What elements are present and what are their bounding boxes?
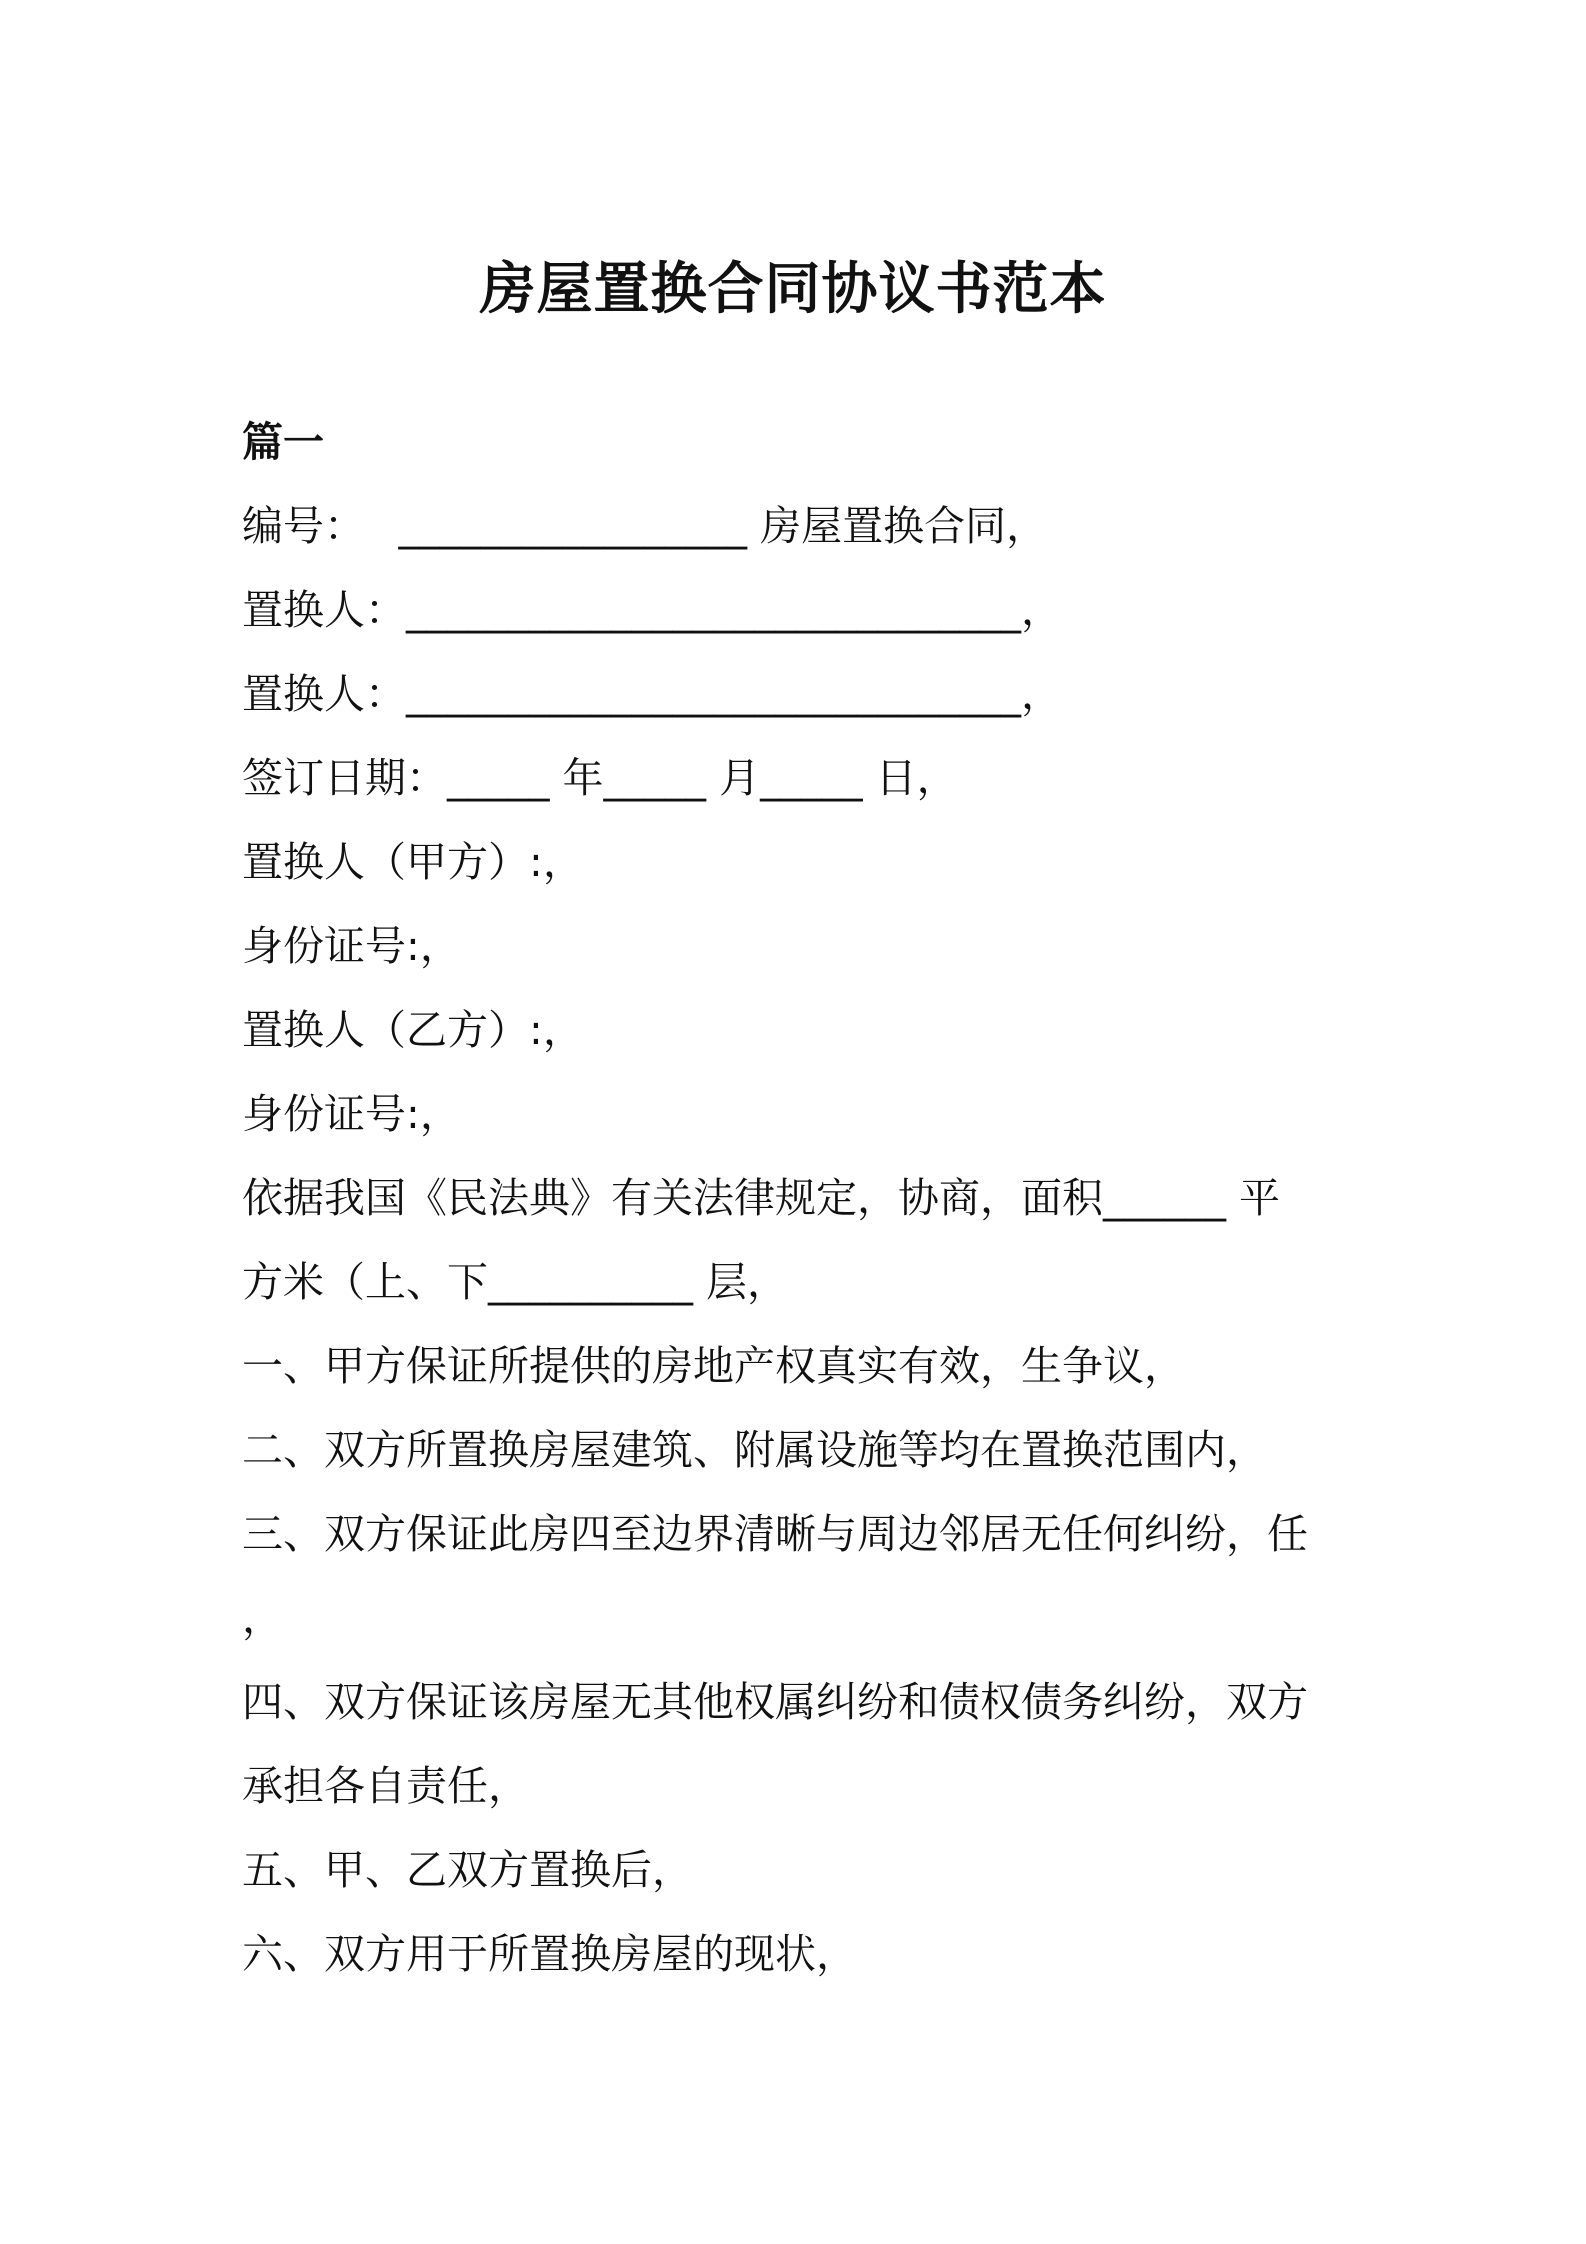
- clause-4-line-2: 承担各自责任，: [242, 1762, 529, 1810]
- clause-1: 一、甲方保证所提供的房地产权真实有效，生争议，: [242, 1342, 1185, 1390]
- party-a-line: 置换人（甲方）:，: [242, 838, 584, 886]
- clause-4-line-1: 四、双方保证该房屋无其他权属纠纷和债权债务纠纷，双方: [242, 1678, 1308, 1726]
- party-line-1: 置换人：______________________________，: [242, 586, 1062, 634]
- clause-6: 六、双方用于所置换房屋的现状，: [242, 1930, 857, 1978]
- party-a-id-line: 身份证号:，: [242, 922, 461, 970]
- party-line-2: 置换人：______________________________，: [242, 670, 1062, 718]
- signing-date-line: 签订日期：_____ 年_____ 月_____ 日，: [242, 754, 958, 802]
- clause-5: 五、甲、乙双方置换后，: [242, 1846, 693, 1894]
- basis-line-2: 方米（上、下__________ 层，: [242, 1258, 789, 1306]
- party-b-line: 置换人（乙方）:，: [242, 1006, 584, 1054]
- clause-3-line-2: ，: [242, 1594, 283, 1642]
- section-label: 篇一: [242, 418, 324, 466]
- basis-line-1: 依据我国《民法典》有关法律规定，协商，面积______ 平: [242, 1174, 1281, 1222]
- contract-number-line: 编号： _________________ 房屋置换合同，: [242, 502, 1048, 550]
- party-b-id-line: 身份证号:，: [242, 1090, 461, 1138]
- clause-2: 二、双方所置换房屋建筑、附属设施等均在置换范围内，: [242, 1426, 1267, 1474]
- clause-3-line-1: 三、双方保证此房四至边界清晰与周边邻居无任何纠纷，任: [242, 1510, 1308, 1558]
- document-title: 房屋置换合同协议书范本: [479, 257, 1107, 322]
